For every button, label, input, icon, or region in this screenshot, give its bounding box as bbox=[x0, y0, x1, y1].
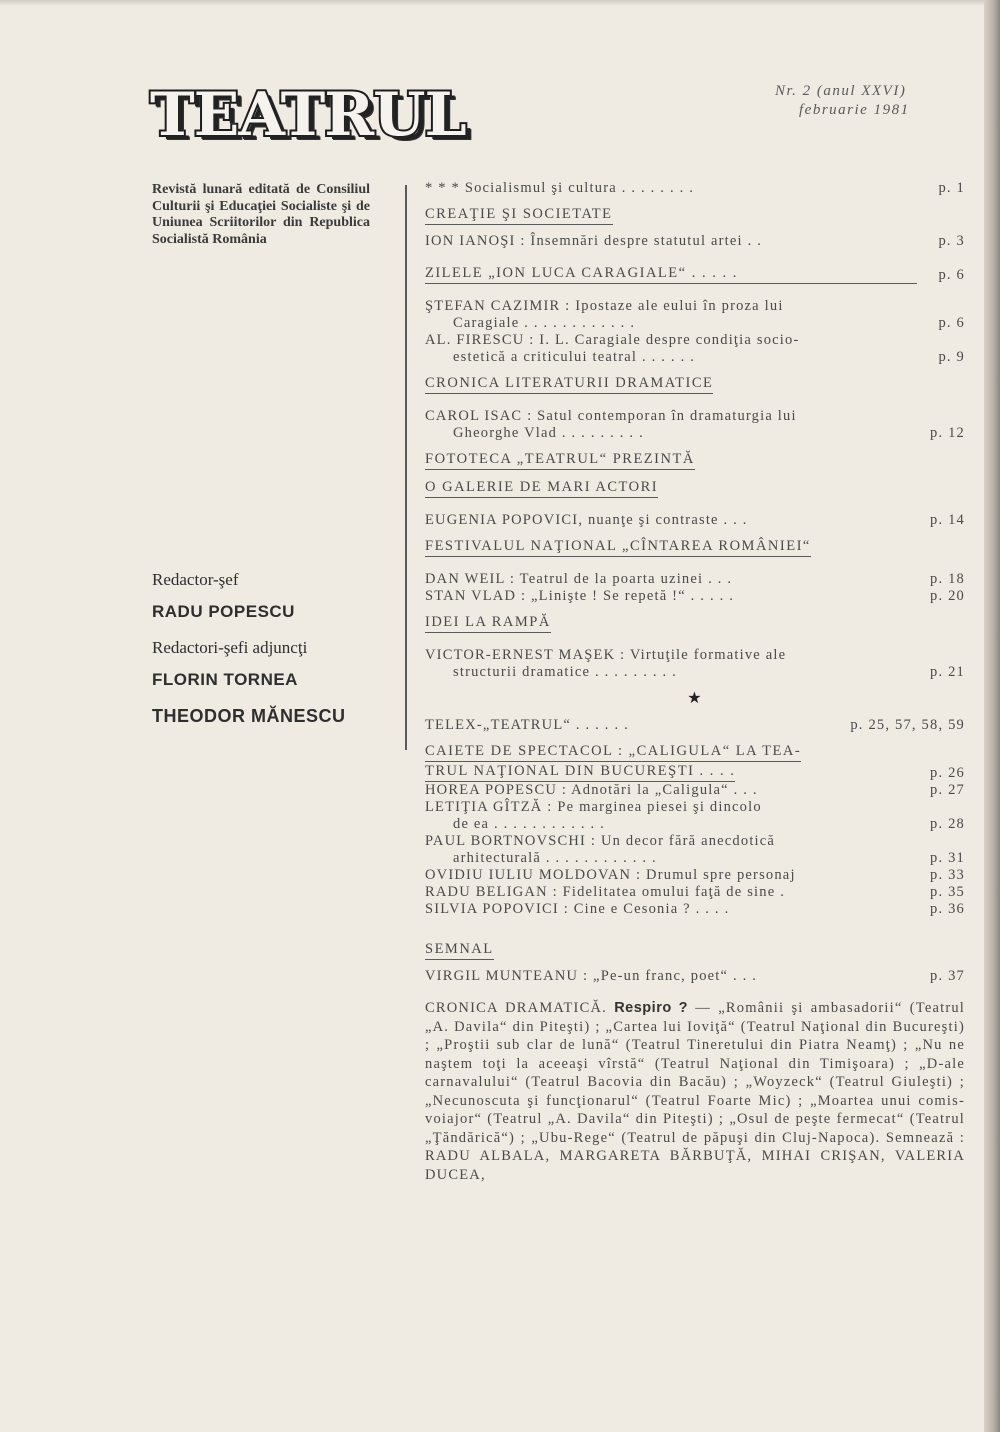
toc-entry-text: OVIDIU IULIU MOLDOVAN : Drumul spre personaj bbox=[425, 867, 796, 883]
page-top-shadow bbox=[0, 0, 1000, 6]
toc-entry bbox=[425, 884, 965, 901]
toc-entry-text: STAN VLAD : „Linişte ! Se repetă !“ . . . . . bbox=[425, 588, 735, 604]
editor-name: RADU POPESCU bbox=[152, 602, 295, 621]
chronicle-body: — „Românii şi ambasadorii“ (Teatrul „A. Davila“ din Piteşti) ; „Cartea lui Ioviţă“ (Teatrul Naţional din Bucureşti) ; „Proştii sub clar de lună“ (Teatrul Tineretului din Piatra Neamţ) ; „Nu ne naştem toţi la aceeaşi vîrstă“ (Teatrul Naţional din Timişoara) ; „D-ale carnavalului“ (Teatrul Bacovia din Bacău) ; „Woyzeck“ (Teatrul Giuleşti) ; „Necunoscuta şi funcţionarul“ (Teatrul Foarte Mic) ; „Moartea unui comis-voiajor“ (Teatrul „A. Davila“ din Piteşti) ; „Osul de peşte fermecat“ (Teatrul „Ţăndărică“) ; „Ubu-Rege“ (Teatrul de păpuşi din Cluj-Napoca). Semnează : RADU ALBALA, MARGARETA BĂRBUŢĂ, MIHAI CRIŞAN, VALERIA DUCEA, bbox=[425, 1000, 966, 1183]
toc-entry-page: p. 31 bbox=[930, 850, 965, 866]
section-heading: FOTOTECA „TEATRUL“ PREZINTĂ bbox=[425, 450, 695, 470]
toc-entry bbox=[425, 571, 965, 588]
toc-entry-text: structurii dramatice . . . . . . . . . bbox=[453, 664, 677, 680]
toc-entry bbox=[425, 588, 965, 605]
toc-entry bbox=[425, 782, 965, 799]
issue-number: Nr. 2 (anul XXVI) bbox=[775, 83, 907, 99]
toc-entry bbox=[425, 867, 965, 884]
toc-entry bbox=[425, 850, 965, 867]
toc-entry bbox=[425, 264, 965, 284]
toc-entry-text: RADU BELIGAN : Fidelitatea omului faţă de sine . bbox=[425, 884, 786, 900]
toc-entry-text: SILVIA POPOVICI : Cine e Cesonia ? . . . . bbox=[425, 901, 730, 917]
toc-entry-text: ION IANOŞI : Însemnări despre statutul artei . . bbox=[425, 233, 763, 249]
toc-entry-page: p. 12 bbox=[930, 425, 965, 441]
toc-entry-page: p. 6 bbox=[938, 315, 965, 331]
toc-entry-text: arhitecturală . . . . . . . . . . . . bbox=[453, 850, 657, 866]
toc-entry-line: LETIŢIA GÎTZĂ : Pe marginea piesei şi dincolo bbox=[425, 799, 762, 815]
toc-entry-page: p. 14 bbox=[930, 512, 965, 528]
section-heading: FESTIVALUL NAŢIONAL „CÎNTAREA ROMÂNIEI“ bbox=[425, 537, 811, 557]
column-divider bbox=[405, 185, 407, 750]
toc-entry-page: p. 26 bbox=[930, 765, 965, 781]
page-binding-edge bbox=[984, 0, 1000, 1432]
deputy-name-1: FLORIN TORNEA bbox=[152, 670, 298, 689]
editor-role: Redactor-şef bbox=[152, 570, 239, 589]
toc-entry-page: p. 18 bbox=[930, 571, 965, 587]
toc-entry-line: AL. FIRESCU : I. L. Caragiale despre condiţia socio- bbox=[425, 332, 800, 348]
toc-entry-text: Caragiale . . . . . . . . . . . . bbox=[453, 315, 636, 331]
section-heading: CRONICA LITERATURII DRAMATICE bbox=[425, 374, 713, 394]
chronicle-heading: CRONICA DRAMATICĂ. bbox=[425, 1000, 607, 1016]
toc-entry-text: TELEX-„TEATRUL“ . . . . . . bbox=[425, 717, 629, 733]
toc-entry-page: p. 28 bbox=[930, 816, 965, 832]
toc-entry-text: de ea . . . . . . . . . . . . bbox=[453, 816, 605, 832]
toc-entry-page: p. 1 bbox=[938, 180, 965, 196]
toc-entry bbox=[425, 512, 965, 529]
issue-date: februarie 1981 bbox=[799, 102, 910, 118]
toc-entry-text: estetică a criticului teatral . . . . . . bbox=[453, 349, 696, 365]
toc-entry bbox=[425, 816, 965, 833]
toc-entry-text: DAN WEIL : Teatrul de la poarta uzinei . . . bbox=[425, 571, 733, 587]
toc-entry bbox=[425, 664, 965, 681]
deputy-name-2: THEODOR MĂNESCU bbox=[152, 706, 346, 726]
toc-entry bbox=[425, 762, 965, 782]
section-heading: IDEI LA RAMPĂ bbox=[425, 613, 551, 633]
dramatic-chronicle bbox=[425, 999, 965, 1184]
toc-entry bbox=[425, 233, 965, 250]
toc-entry-page: p. 37 bbox=[930, 968, 965, 984]
toc-entry bbox=[425, 901, 965, 918]
toc-entry-page: p. 27 bbox=[930, 782, 965, 798]
toc-entry-text: VIRGIL MUNTEANU : „Pe-un franc, poet“ . . . bbox=[425, 968, 758, 984]
toc-entry-page: p. 6 bbox=[938, 267, 965, 283]
toc-entry-text: * * * Socialismul şi cultura . . . . . . . . bbox=[425, 180, 695, 196]
toc-entry bbox=[425, 968, 965, 985]
toc-entry-page: p. 9 bbox=[938, 349, 965, 365]
toc-entry-page: p. 21 bbox=[930, 664, 965, 680]
table-of-contents bbox=[425, 180, 965, 1184]
toc-entry-page: p. 25, 57, 58, 59 bbox=[850, 717, 965, 733]
issue-info bbox=[775, 82, 975, 120]
toc-entry-text: HOREA POPESCU : Adnotări la „Caligula“ . . . bbox=[425, 782, 758, 798]
toc-entry-page: p. 3 bbox=[938, 233, 965, 249]
toc-entry-page: p. 20 bbox=[930, 588, 965, 604]
masthead bbox=[150, 80, 520, 150]
publisher-note: Revistă lunară editată de Consiliul Culturii şi Educaţiei Socialiste şi de Uniunea Scriitorilor din Republica Socialistă România bbox=[152, 182, 370, 247]
section-heading: CAIETE DE SPECTACOL : „CALIGULA“ LA TEA- bbox=[425, 742, 801, 762]
toc-entry-text: Gheorghe Vlad . . . . . . . . . bbox=[453, 425, 644, 441]
star-separator-icon: ★ bbox=[687, 690, 703, 707]
section-heading: CREAŢIE ŞI SOCIETATE bbox=[425, 205, 613, 225]
toc-entry-line: CAROL ISAC : Satul contemporan în dramaturgia lui bbox=[425, 408, 797, 424]
section-heading: O GALERIE DE MARI ACTORI bbox=[425, 478, 658, 498]
toc-entry-page: p. 33 bbox=[930, 867, 965, 883]
section-heading: TRUL NAŢIONAL DIN BUCUREŞTI . . . . bbox=[425, 762, 735, 782]
section-heading: ZILELE „ION LUCA CARAGIALE“ . . . . . bbox=[425, 264, 917, 284]
deputy-role: Redactori-şefi adjuncţi bbox=[152, 638, 308, 657]
toc-entry-page: p. 35 bbox=[930, 884, 965, 900]
toc-entry-line: PAUL BORTNOVSCHI : Un decor fără anecdotică bbox=[425, 833, 776, 849]
toc-entry-line: ŞTEFAN CAZIMIR : Ipostaze ale eului în proza lui bbox=[425, 298, 784, 314]
toc-entry-text: EUGENIA POPOVICI, nuanţe şi contraste . . . bbox=[425, 512, 748, 528]
magazine-title: TEATRUL bbox=[150, 80, 466, 150]
toc-entry-page: p. 36 bbox=[930, 901, 965, 917]
sidebar bbox=[152, 182, 370, 248]
editorial-staff bbox=[152, 570, 392, 742]
section-heading: SEMNAL bbox=[425, 940, 494, 960]
toc-entry-line: VICTOR-ERNEST MAŞEK : Virtuţile formative ale bbox=[425, 647, 787, 663]
chronicle-title: Respiro ? bbox=[614, 1000, 689, 1016]
toc-entry bbox=[425, 425, 965, 442]
toc-entry bbox=[425, 717, 965, 734]
toc-entry bbox=[425, 180, 965, 197]
toc-entry bbox=[425, 315, 965, 332]
toc-entry bbox=[425, 349, 965, 366]
